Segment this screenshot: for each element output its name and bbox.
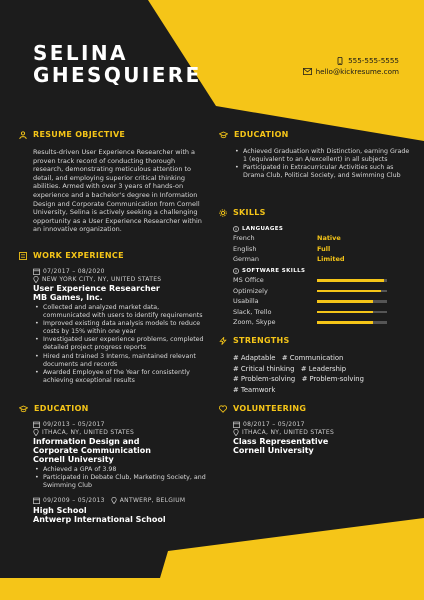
education-entry-2 (33, 497, 213, 524)
strengths-row (233, 385, 413, 396)
strength-tag: # Adaptable (233, 354, 276, 362)
software-name: Slack, Trello (233, 307, 272, 316)
work-dates-text: 07/2017 – 08/2020 (43, 268, 105, 275)
strength-tag: # Teamwork (233, 385, 276, 394)
language-level: Limited (317, 255, 345, 264)
gear-icon (219, 209, 227, 217)
strengths-tags (233, 353, 413, 395)
section-heading-objective (19, 130, 125, 139)
languages-heading (233, 226, 283, 232)
work-bullets (33, 304, 208, 385)
education-right-bullets (233, 148, 413, 180)
volunteering-location (233, 429, 408, 436)
languages-list (233, 233, 345, 265)
volunteering-dates-text: 08/2017 – 05/2017 (243, 421, 305, 428)
software-title: SOFTWARE SKILLS (242, 268, 306, 274)
edu2-school: Antwerp International School (33, 515, 166, 524)
skills-title: SKILLS (233, 208, 266, 217)
education-right-title: EDUCATION (234, 130, 289, 139)
volunteering-location-text: ITHACA, NY, UNITED STATES (242, 429, 335, 436)
edu1-degree: Information Design and Corporate Communication (33, 437, 151, 455)
skill-bar-fill (317, 290, 381, 293)
edu1-bullet: • Achieved a GPA of 3.98 (43, 466, 213, 474)
mail-icon (303, 68, 312, 75)
heart-icon (219, 405, 227, 413)
software-row (233, 317, 387, 328)
skill-bar-fill (317, 279, 384, 282)
skill-bar-fill (317, 300, 373, 303)
skill-bar (317, 279, 387, 282)
software-row (233, 275, 387, 286)
language-name: French (233, 234, 255, 242)
language-name: German (233, 255, 260, 264)
email-text: hello@kickresume.com (315, 67, 399, 76)
location-pin-icon (33, 429, 39, 436)
edu2-degree: High School (33, 506, 87, 515)
skill-bar-fill (317, 311, 373, 314)
language-row (233, 244, 345, 255)
software-name: Usabilla (233, 297, 259, 306)
section-heading-work (19, 251, 124, 260)
work-location (33, 276, 208, 283)
volunteering-title: VOLUNTEERING (233, 404, 307, 413)
strengths-row (233, 364, 413, 375)
work-entry (33, 268, 208, 385)
language-row (233, 254, 345, 265)
edu1-bullet: • Participated in Debate Club, Marketing Society, and Swimming Club (43, 474, 213, 490)
software-row (233, 286, 387, 297)
skill-bar (317, 300, 387, 303)
volunteering-entry (233, 421, 408, 455)
work-bullet: • Improved existing data analysis models to reduce costs by 15% within one year (43, 320, 208, 336)
person-icon (19, 131, 27, 139)
skill-bar (317, 311, 387, 314)
first-name: SELINA (33, 41, 128, 65)
info-icon (233, 268, 239, 274)
edu2-dates-location (33, 497, 213, 504)
work-bullet: • Awarded Employee of the Year for consistently achieving exceptional results (43, 369, 208, 385)
section-heading-strengths (219, 336, 290, 345)
calendar-icon (233, 421, 240, 428)
phone-text: 555-555-5555 (348, 56, 399, 65)
last-name: GHESQUIERE (33, 63, 202, 87)
edu1-dates (33, 421, 213, 428)
education-right-bullet: • Participated in Extracurricular Activities such as Drama Club, Political Society, and Swimming Club (243, 164, 413, 180)
email-contact[interactable] (303, 67, 399, 76)
work-bullet: • Collected and analyzed market data, communicated with users to identify requirements (43, 304, 208, 320)
work-dates (33, 268, 208, 275)
edu2-dates-text: 09/2009 – 05/2013 (43, 497, 105, 504)
lightning-icon (219, 337, 227, 345)
software-heading (233, 268, 305, 274)
section-heading-education-left (19, 404, 89, 413)
calendar-icon (33, 421, 40, 428)
software-name: MS Office (233, 276, 264, 284)
education-left-title: EDUCATION (34, 404, 89, 413)
objective-title: RESUME OBJECTIVE (33, 130, 126, 139)
location-pin-icon (233, 429, 239, 436)
work-title: WORK EXPERIENCE (33, 251, 124, 260)
edu1-dates-text: 09/2013 – 05/2017 (43, 421, 105, 428)
location-pin-icon (33, 276, 39, 283)
volunteering-role: Class Representative (233, 437, 329, 446)
strengths-row (233, 374, 413, 385)
strength-tag: # Critical thinking (233, 364, 295, 373)
software-list (233, 275, 387, 328)
volunteering-dates (233, 421, 408, 428)
skill-bar (317, 290, 387, 293)
strength-tag: # Problem-solving (301, 375, 364, 384)
graduation-cap-icon (19, 405, 28, 413)
software-row (233, 296, 387, 307)
list-icon (19, 252, 27, 260)
section-heading-volunteering (219, 404, 306, 413)
strengths-title: STRENGTHS (233, 336, 290, 345)
software-row (233, 307, 387, 318)
education-right-bullet: • Achieved Graduation with Distinction, earning Grade 1 (equivalent to an A/excellent) in all subjects (243, 148, 413, 164)
objective-text: Results-driven User Experience Researcher with a proven track record of conducting thorough research, demonstrating meticulous attention to detail, and employing superior critical thinking abilities. Armed with over 3 years of hands-on experience and a bachelor's degree in Information Design and Corporate Communication from Cornell University, Selina is actively seeking a challenging opportunity as a User Experience Researcher within an innovative organization. (33, 148, 202, 234)
section-heading-education-right (219, 130, 289, 139)
software-name: Optimizely (233, 286, 268, 295)
work-company: MB Games, Inc. (33, 293, 103, 302)
strengths-row (233, 353, 413, 364)
software-name: Zoom, Skype (233, 318, 276, 327)
work-role: User Experience Researcher (33, 284, 160, 293)
work-bullet: • Investigated user experience problems, completed detailed project progress reports (43, 336, 208, 352)
edu1-location (33, 429, 213, 436)
calendar-icon (33, 268, 40, 275)
strength-tag: # Problem-solving (233, 375, 296, 384)
section-heading-skills (219, 208, 266, 217)
languages-title: LANGUAGES (242, 226, 284, 232)
calendar-icon (33, 497, 40, 504)
education-entry-1 (33, 421, 213, 490)
candidate-name (33, 42, 202, 86)
info-icon (233, 226, 239, 232)
edu1-bullets (33, 466, 213, 490)
language-level: Native (317, 234, 341, 242)
strength-tag: # Leadership (300, 364, 347, 373)
language-level: Full (317, 244, 331, 253)
phone-contact[interactable] (336, 56, 399, 65)
work-bullet: • Hired and trained 3 Interns, maintained relevant documents and records (43, 353, 208, 369)
graduation-cap-icon (219, 131, 228, 139)
skill-bar (317, 321, 387, 324)
work-location-text: NEW YORK CITY, NY, UNITED STATES (42, 276, 162, 283)
volunteering-org: Cornell University (233, 446, 314, 455)
strength-tag: # Communication (281, 354, 344, 362)
edu2-location-text: ANTWERP, BELGIUM (119, 497, 186, 504)
language-row (233, 233, 345, 244)
phone-icon (336, 57, 344, 65)
edu1-school: Cornell University (33, 455, 114, 464)
language-name: English (233, 244, 257, 253)
location-pin-icon (111, 497, 117, 504)
edu1-location-text: ITHACA, NY, UNITED STATES (42, 429, 135, 436)
skill-bar-fill (317, 321, 373, 324)
